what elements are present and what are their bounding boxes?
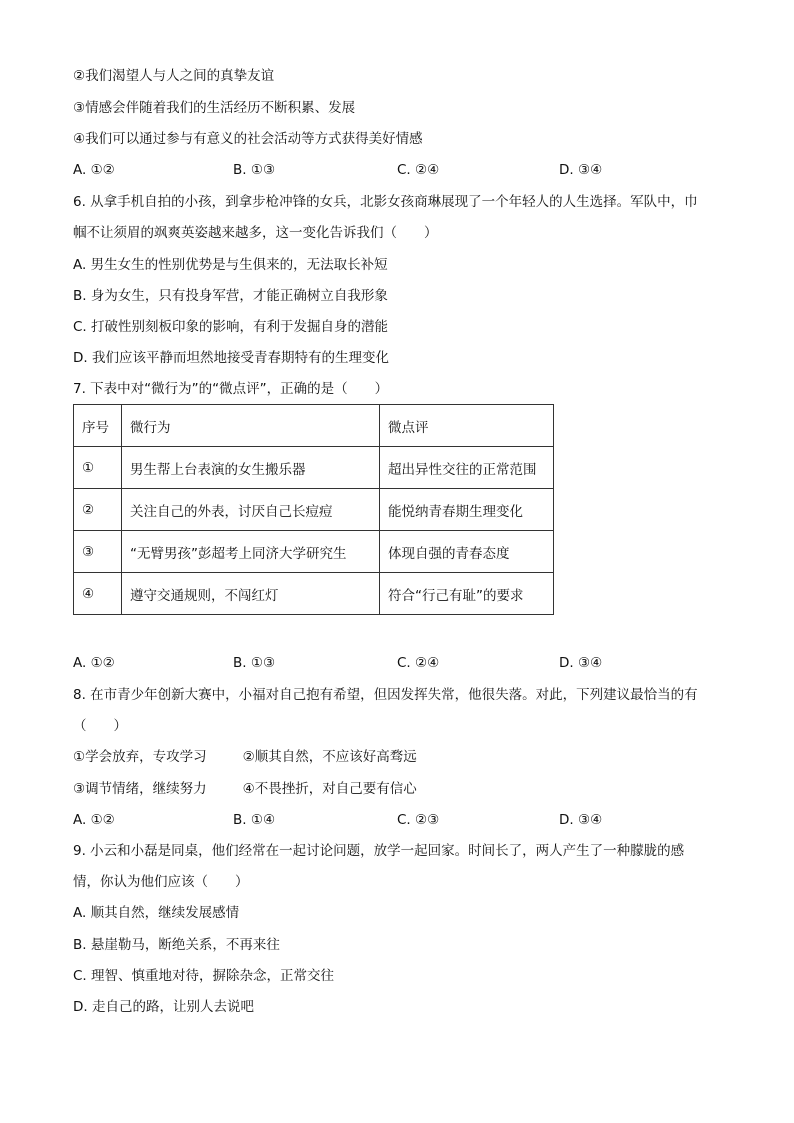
q9-option-c: C. 理智、慎重地对待，摒除杂念，正常交往: [73, 968, 335, 984]
q5-option-d: D. ③④: [559, 162, 603, 178]
q8-item-2: ②顺其自然，不应该好高骛远: [242, 749, 417, 765]
table-cell: ③: [74, 531, 122, 573]
table-row: [74, 447, 554, 489]
table-cell: ②: [74, 489, 122, 531]
q9-option-a: A. 顺其自然，继续发展感情: [73, 905, 240, 921]
table-cell: 关注自己的外表，讨厌自己长痘痘: [122, 489, 380, 531]
q6-option-a: A. 男生女生的性别优势是与生俱来的，无法取长补短: [73, 257, 388, 273]
q5-item-2: ②我们渴望人与人之间的真挚友谊: [73, 68, 275, 84]
table-cell: 体现自强的青春态度: [380, 531, 554, 573]
q9-option-d: D. 走自己的路，让别人去说吧: [73, 999, 254, 1015]
q9-option-b: B. 悬崖勒马，断绝关系，不再来往: [73, 937, 280, 953]
table-cell: 符合“行己有耻”的要求: [380, 573, 554, 615]
q8-item-1: ①学会放弃，专攻学习: [73, 749, 207, 765]
q8-item-3: ③调节情绪，继续努力: [73, 781, 207, 797]
q7-option-c: C. ②④: [397, 655, 440, 671]
q7-options: [73, 654, 693, 672]
q7-stem: 7. 下表中对“微行为”的“微点评”，正确的是（ ）: [73, 381, 389, 397]
q8-options: [73, 811, 693, 829]
q6-option-c: C. 打破性别刻板印象的影响，有利于发掘自身的潜能: [73, 319, 389, 335]
q7-option-d: D. ③④: [559, 655, 603, 671]
q8-option-c: C. ②③: [397, 812, 440, 828]
table-header-row: [74, 405, 554, 447]
q8-option-d: D. ③④: [559, 812, 603, 828]
q8-stem-line2: （ ）: [73, 718, 127, 734]
q7-option-a: A. ①②: [73, 655, 115, 671]
q6-stem-line2: 帼不让须眉的飒爽英姿越来越多，这一变化告诉我们（ ）: [73, 225, 438, 241]
q6-option-b: B. 身为女生，只有投身军营，才能正确树立自我形象: [73, 288, 388, 304]
table-cell: 遵守交通规则，不闯红灯: [122, 573, 380, 615]
q6-stem-line1: 6. 从拿手机自拍的小孩，到拿步枪冲锋的女兵，北影女孩商琳展现了一个年轻人的人生选择。军队中，巾: [73, 194, 698, 210]
q8-option-a: A. ①②: [73, 812, 115, 828]
q5-item-3: ③情感会伴随着我们的生活经历不断积累、发展: [73, 100, 356, 116]
q7-table: [73, 404, 554, 615]
table-row: [74, 489, 554, 531]
q8-items-row2: [73, 780, 417, 798]
q5-item-4: ④我们可以通过参与有意义的社会活动等方式获得美好情感: [73, 131, 423, 147]
q5-option-b: B. ①③: [233, 162, 276, 178]
table-cell: ①: [74, 447, 122, 489]
table-cell: “无臂男孩”彭超考上同济大学研究生: [122, 531, 380, 573]
table-cell: 男生帮上台表演的女生搬乐器: [122, 447, 380, 489]
table-header-cell: 序号: [74, 405, 122, 447]
table-row: [74, 573, 554, 615]
table-row: [74, 531, 554, 573]
table-header-cell: 微点评: [380, 405, 554, 447]
q8-option-b: B. ①④: [233, 812, 276, 828]
table-header-cell: 微行为: [122, 405, 380, 447]
q5-options: [73, 161, 693, 179]
table-cell: 能悦纳青春期生理变化: [380, 489, 554, 531]
table-cell: ④: [74, 573, 122, 615]
q8-items-row1: [73, 748, 417, 766]
q6-option-d: D. 我们应该平静而坦然地接受青春期特有的生理变化: [73, 350, 389, 366]
q5-option-a: A. ①②: [73, 162, 115, 178]
q8-item-4: ④不畏挫折，对自己要有信心: [242, 781, 417, 797]
table-cell: 超出异性交往的正常范围: [380, 447, 554, 489]
q7-option-b: B. ①③: [233, 655, 276, 671]
q8-stem-line1: 8. 在市青少年创新大赛中，小福对自己抱有希望，但因发挥失常，他很失落。对此，下列建议最恰当的有: [73, 687, 698, 703]
q9-stem-line2: 情，你认为他们应该（ ）: [73, 874, 249, 890]
q5-option-c: C. ②④: [397, 162, 440, 178]
q9-stem-line1: 9. 小云和小磊是同桌，他们经常在一起讨论问题，放学一起回家。时间长了，两人产生了一种朦胧的感: [73, 843, 685, 859]
